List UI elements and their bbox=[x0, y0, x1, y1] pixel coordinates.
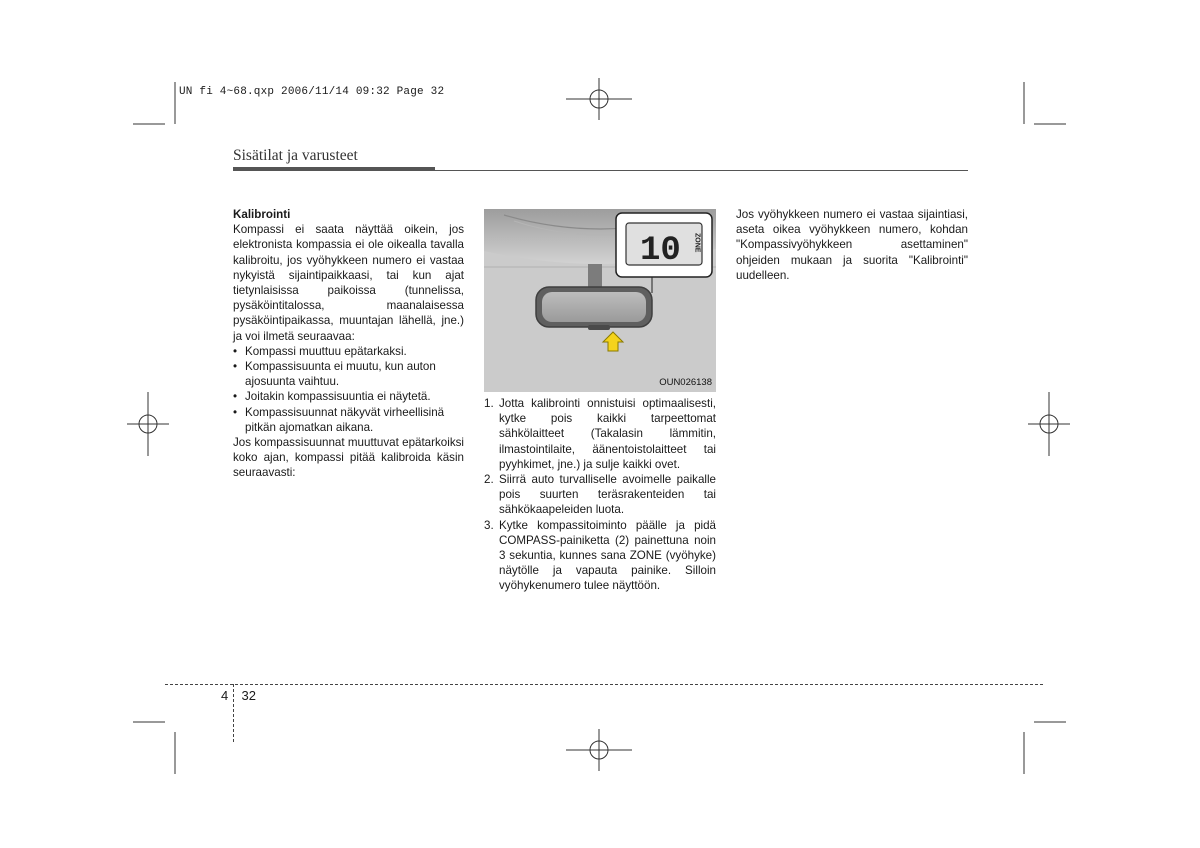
column-middle bbox=[484, 396, 716, 594]
step-number: 3. bbox=[484, 518, 494, 532]
column-left bbox=[233, 207, 464, 481]
calibration-heading: Kalibrointi bbox=[233, 208, 291, 221]
mirror-illustration bbox=[484, 209, 716, 392]
calibration-outro: Jos kompassisuunnat muuttuvat epätarkoiksi koko ajan, kompassi pitää kalibroida käsin seuraavasti: bbox=[233, 436, 464, 480]
list-item bbox=[484, 396, 716, 472]
step-number: 2. bbox=[484, 473, 494, 487]
calibration-steps bbox=[484, 396, 716, 594]
column-right: Jos vyöhykkeen numero ei vastaa sijaintiasi, aseta oikea vyöhykkeen numero, kohdan "Kompassivyöhykkeen asettaminen" ohjeiden mukaan ja suorita "Kalibrointi" uudelleen. bbox=[736, 208, 968, 282]
compass-zone-digits: 10 bbox=[640, 232, 681, 270]
step-text: Jotta kalibrointi onnistuisi optimaalisesti, kytke pois kaikki tarpeettomat sähkölaitteet (Takalasin lämmitin, ilmastointilaite, äänentoistolaitteet tai pyyhkimet, jne.) ja sulje kaikki ovet. bbox=[499, 397, 716, 471]
list-item: • Kompassisuunta ei muutu, kun auton ajosuunta vaihtuu. bbox=[233, 359, 464, 389]
list-item: • Kompassisuunnat näkyvät virheellisinä pitkän ajomatkan aikana. bbox=[233, 405, 464, 435]
step-text: Siirrä auto turvalliselle avoimelle paikalle pois suurten teräsrakenteiden tai sähkökaapeleiden luota. bbox=[499, 473, 716, 517]
calibration-intro: Kompassi ei saata näyttää oikein, jos elektronista kompassia ei ole oikealla tavalla kalibroitu, jos vyöhykkeen numero ei vastaa nykyistä sijaintipaikkaasi, tai kun ajat tietynlaisissa paikoissa (tunnelissa, pysäköintitalossa, maanalaisessa pysäköintipaikassa, muuntajan lähellä, jne.) ja voi ilmetä seuraavaa: bbox=[233, 223, 464, 343]
figure-code: OUN026138 bbox=[659, 377, 712, 388]
chapter-number: 4 bbox=[221, 688, 229, 703]
registration-mark-bottom bbox=[566, 729, 632, 771]
list-item bbox=[484, 518, 716, 594]
print-slug: UN fi 4~68.qxp 2006/11/14 09:32 Page 32 bbox=[179, 86, 445, 98]
registration-mark-top bbox=[566, 78, 632, 120]
symptom-list bbox=[233, 344, 464, 435]
list-item: • Kompassi muuttuu epätarkaksi. bbox=[233, 344, 464, 359]
list-item bbox=[484, 472, 716, 518]
step-text: Kytke kompassitoiminto päälle ja pidä COMPASS-painiketta (2) painettuna noin 3 sekuntia, kunnes sana ZONE (vyöhyke) näytölle ja vapauta painike. Silloin vyöhykenumero tulee näyttöön. bbox=[499, 518, 716, 593]
mirror-compass-figure bbox=[484, 209, 716, 392]
registration-mark-right bbox=[1028, 392, 1070, 456]
compass-zone-label: ZONE bbox=[693, 233, 701, 253]
page-number-value: 32 bbox=[241, 688, 256, 703]
footer-rule bbox=[165, 684, 1043, 685]
registration-mark-left bbox=[127, 392, 169, 456]
header-rule-thick bbox=[233, 167, 435, 171]
section-title: Sisätilat ja varusteet bbox=[233, 147, 358, 164]
page-number bbox=[221, 688, 256, 703]
header-rule-thin bbox=[435, 170, 968, 171]
step-number: 1. bbox=[484, 397, 494, 410]
list-item: • Joitakin kompassisuuntia ei näytetä. bbox=[233, 389, 464, 404]
